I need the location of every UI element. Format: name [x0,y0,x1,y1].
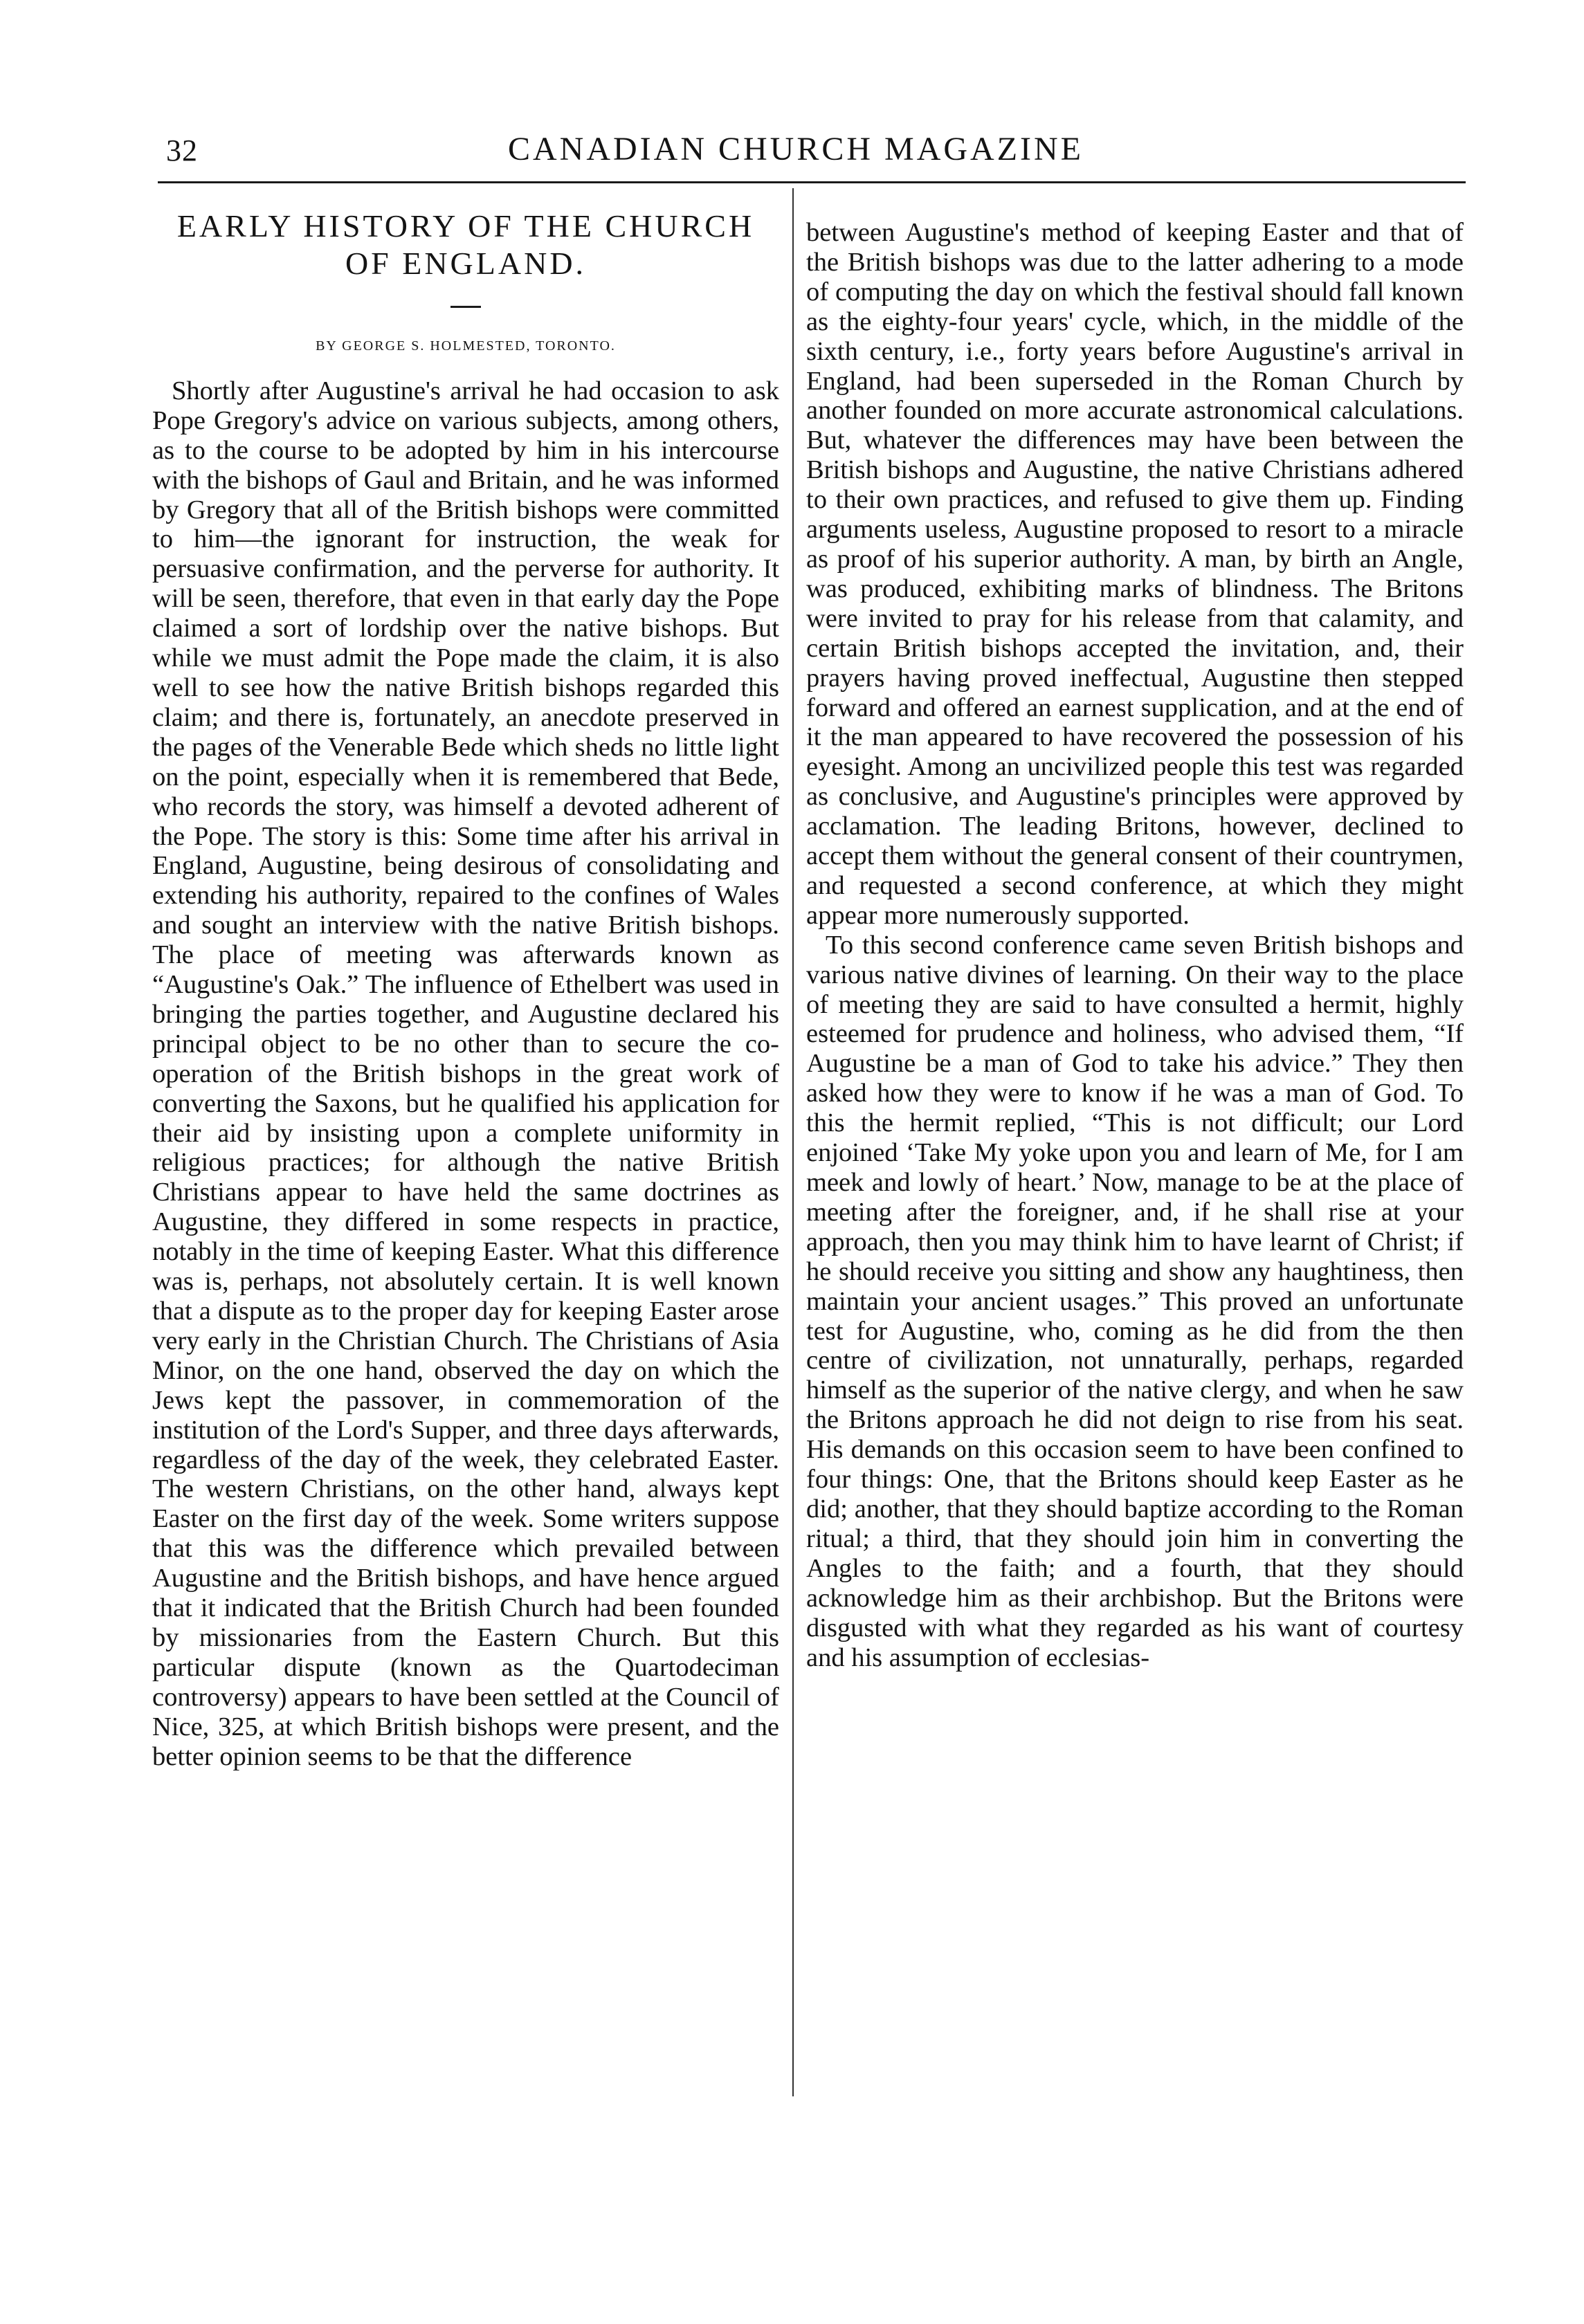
paragraph: Shortly after Augustine's arrival he had occasion to ask Pope Gregory's advice on various subjects, among others, as to the course to be adopted by him in his intercourse with the bishops of Gaul and Britain, and he was informed by Gregory that all of the British bishops were committed to him—the ignorant for instruction, the weak for persuasive confirmation, and the perverse for authority. It will be seen, therefore, that even in that early day the Pope claimed a sort of lordship over the native bishops. But while we must admit the Pope made the claim, it is also well to see how the native British bishops regarded this claim; and there is, fortunately, an anecdote preserved in the pages of the Venerable Bede which sheds no little light on the point, especially when it is remembered that Bede, who records the story, was himself a devoted adherent of the Pope. The story is this: Some time after his arrival in England, Augustine, being desirous of consolidating and extending his authority, repaired to the confines of Wales and sought an interview with the native British bishops. The place of meeting was afterwards known as “Augustine's Oak.” The influence of Ethelbert was used in bringing the parties together, and Augustine declared his principal object to be no other than to secure the co-operation of the British bishops in the great work of converting the Saxons, but he qualified his application for their aid by insisting upon a complete uniformity in religious practices; for although the native British Christians appear to have held the same doctrines as Augustine, they differed in some respects in practice, notably in the time of keeping Easter. What this difference was is, perhaps, not absolutely certain. It is well known that a dispute as to the proper day for keeping Easter arose very early in the Christian Church. The Christians of Asia Minor, on the one hand, observed the day on which the Jews kept the passover, in commemoration of the institution of the Lord's Supper, and three days afterwards, regardless of the day of the week, they celebrated Easter. The western Christians, on the other hand, always kept Easter on the first day of the week. Some writers suppose that this was the difference which prevailed between Augustine and the British bishops, and have hence argued that it indicated that the British Church had been founded by missionaries from the Eastern Church. But this particular dispute (known as the Quartodeciman controversy) appears to have been settled at the Council of Nice, 325, at which British bishops were present, and the better opinion seems to be that the difference [152,376,779,1771]
article-byline: BY GEORGE S. HOLMESTED, TORONTO. [316,338,616,354]
right-column [806,218,1464,2114]
left-column [152,208,779,2103]
header-rule [158,181,1466,183]
title-dash-rule [450,306,481,308]
page-number: 32 [166,134,198,167]
article-title: EARLY HISTORY OF THE CHURCH OF ENGLAND. [176,208,755,281]
paragraph: between Augustine's method of keeping Easter and that of the British bishops was due to the latter adhering to a mode of computing the day on which the festival should fall known as the eighty-four years' cycle, which, in the middle of the sixth century, i.e., forty years before Augustine's arrival in England, had been superseded in the Roman Church by another founded on more accurate astronomical calculations. But, whatever the differences may have been between the British bishops and Augustine, the native Christians adhered to their own practices, and refused to give them up. Finding arguments useless, Augustine proposed to resort to a miracle as proof of his superior authority. A man, by birth an Angle, was produced, exhibiting marks of blindness. The Britons were invited to pray for his release from that calamity, and certain British bishops accepted the invitation, and, their prayers having proved ineffectual, Augustine then stepped forward and offered an earnest supplication, and at the end of it the man appeared to have recovered the possession of his eyesight. Among an uncivilized people this test was regarded as conclusive, and Augustine's principles were approved by acclamation. The leading Britons, however, declined to accept them without the general consent of their countrymen, and requested a second conference, at which they might appear more numerously supported. [806,218,1464,930]
paragraph: To this second conference came seven British bishops and various native divines of learning. On their way to the place of meeting they are said to have consulted a hermit, highly esteemed for prudence and holiness, who advised them, “If Augustine be a man of God to take his advice.” They then asked how they were to know if he was a man of God. To this the hermit replied, “This is not difficult; our Lord enjoined ‘Take My yoke upon you and learn of Me, for I am meek and lowly of heart.’ Now, manage to be at the place of meeting after the foreigner, and, if he shall rise at your approach, then you may think him to have learnt of Christ; if he should receive you sitting and show any haughtiness, then maintain your ancient usages.” This proved an unfortunate test for Augustine, who, coming as he did from the then centre of civilization, not unnaturally, perhaps, regarded himself as the superior of the native clergy, and when he saw the Britons approach he did not deign to rise from his seat. His demands on this occasion seem to have been confined to four things: One, that the Britons should keep Easter as he did; another, that they should baptize according to the Roman ritual; a third, that they should join him in converting the Angles to the faith; and a fourth, that they should acknowledge him as their archbishop. But the Britons were disgusted with what they regarded as his want of courtesy and his assumption of ecclesias- [806,930,1464,1672]
running-title: CANADIAN CHURCH MAGAZINE [508,131,1084,167]
column-divider [792,188,794,2096]
